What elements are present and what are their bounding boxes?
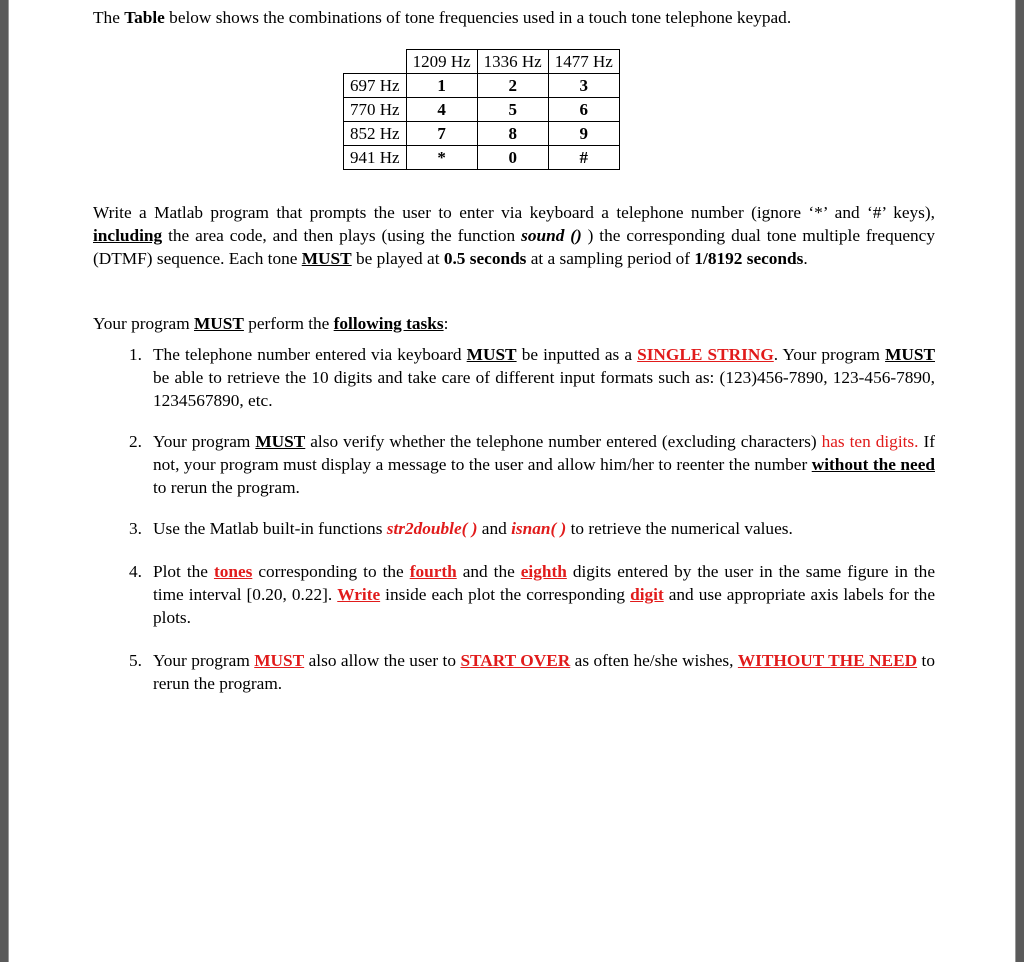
list-number: 5. <box>129 651 142 670</box>
table-row <box>344 146 620 170</box>
text: to rerun the program. <box>153 478 300 497</box>
emphasis-without-the-need: without the need <box>811 455 935 474</box>
table-corner-cell <box>344 50 407 74</box>
emphasis-must: MUST <box>255 432 306 451</box>
key-cell: 9 <box>548 122 619 146</box>
emphasis-including: including <box>93 226 163 245</box>
intro-text: The <box>93 8 125 27</box>
emphasis-period: 1/8192 seconds <box>694 249 804 268</box>
table-row <box>344 74 620 98</box>
list-number: 3. <box>129 519 142 538</box>
key-cell: 3 <box>548 74 619 98</box>
task-item-3 <box>129 517 935 540</box>
document-page <box>8 0 1016 962</box>
key-cell: * <box>406 146 477 170</box>
text: corresponding to the <box>252 562 410 581</box>
instructions-paragraph <box>93 201 935 270</box>
text: and use appropriate axis labels for the plots. <box>153 585 935 627</box>
list-number: 4. <box>129 562 142 581</box>
key-cell: 1 <box>406 74 477 98</box>
key-cell: 0 <box>477 146 548 170</box>
emphasis-must: MUST <box>466 345 517 364</box>
text: ) the corresponding dual tone multiple frequency (DTMF) sequence. Each tone <box>93 226 935 268</box>
row-frequency: 770 Hz <box>344 98 407 122</box>
document-content <box>93 6 935 693</box>
function-sound: sound () <box>521 226 582 245</box>
intro-paragraph <box>93 6 935 29</box>
key-cell: 7 <box>406 122 477 146</box>
text: Plot the <box>153 562 214 581</box>
text: and the <box>456 562 521 581</box>
function-str2double: str2double( ) <box>386 519 478 538</box>
list-number: 1. <box>129 345 142 364</box>
table-column-header: 1336 Hz <box>477 50 548 74</box>
text: The telephone number entered via keyboard <box>153 345 467 364</box>
text: . Your program <box>773 345 886 364</box>
text: be able to retrieve the 10 digits and take care of different input formats such as: (123)456-7890, 123-456-7890, 1234567890, etc. <box>153 368 935 410</box>
key-cell: 2 <box>477 74 548 98</box>
emphasis-following-tasks: following tasks <box>333 314 444 333</box>
list-number: 2. <box>129 432 142 451</box>
emphasis-single-string: SINGLE STRING <box>637 345 774 364</box>
task-item-4 <box>129 560 935 629</box>
row-frequency: 697 Hz <box>344 74 407 98</box>
emphasis-tones: tones <box>213 562 253 581</box>
text: digits entered by the user in the same figure in the time interval [0.20, 0.22]. <box>153 562 935 604</box>
task-list <box>129 343 935 695</box>
emphasis-must: MUST <box>301 249 352 268</box>
key-cell: 8 <box>477 122 548 146</box>
text: Your program <box>93 314 194 333</box>
emphasis-ten-digits: has ten digits. <box>821 432 919 451</box>
table-row <box>344 122 620 146</box>
text: as often he/she wishes, <box>570 651 738 670</box>
emphasis-start-over: START OVER <box>460 651 571 670</box>
task-item-1 <box>129 343 935 412</box>
emphasis-must: MUST <box>193 314 244 333</box>
text: Use the Matlab built-in functions <box>153 519 387 538</box>
emphasis-digit: digit <box>630 585 664 604</box>
emphasis-eighth: eighth <box>520 562 567 581</box>
function-isnan: isnan( ) <box>511 519 567 538</box>
table-header-row <box>344 50 620 74</box>
text: inside each plot the corresponding <box>380 585 631 604</box>
text: be inputted as a <box>516 345 638 364</box>
text: also verify whether the telephone number entered (excluding characters) <box>305 432 822 451</box>
key-cell: # <box>548 146 619 170</box>
row-frequency: 852 Hz <box>344 122 407 146</box>
text: also allow the user to <box>304 651 461 670</box>
table-row <box>344 98 620 122</box>
table-column-header: 1477 Hz <box>548 50 619 74</box>
text: : <box>443 314 449 333</box>
tasks-intro <box>93 312 448 335</box>
task-item-2 <box>129 430 935 499</box>
text: Write a Matlab program that prompts the user to enter via keyboard a telephone number (ignore ‘*’ and ‘#’ keys), <box>93 203 935 222</box>
key-cell: 4 <box>406 98 477 122</box>
intro-bold: Table <box>124 8 165 27</box>
emphasis-must: MUST <box>885 345 935 364</box>
emphasis-must: MUST <box>254 651 305 670</box>
text: perform the <box>243 314 334 333</box>
text: be played at <box>351 249 444 268</box>
row-frequency: 941 Hz <box>344 146 407 170</box>
text: to retrieve the numerical values. <box>566 519 793 538</box>
text: to rerun the program. <box>153 651 935 693</box>
intro-text-rest: below shows the combinations of tone frequencies used in a touch tone telephone keypad. <box>164 8 792 27</box>
text: and <box>477 519 512 538</box>
text: If not, your program must display a message to the user and allow him/her to reenter the number <box>153 432 935 474</box>
task-item-5 <box>129 649 935 695</box>
text: at a sampling period of <box>526 249 695 268</box>
emphasis-write: Write <box>337 585 381 604</box>
emphasis-without-the-need: WITHOUT THE NEED <box>737 651 918 670</box>
text: Your program <box>153 432 256 451</box>
table-column-header: 1209 Hz <box>406 50 477 74</box>
emphasis-seconds: 0.5 seconds <box>443 249 527 268</box>
key-cell: 5 <box>477 98 548 122</box>
key-cell: 6 <box>548 98 619 122</box>
text: the area code, and then plays (using the function <box>162 226 522 245</box>
keypad-frequency-table <box>343 49 620 170</box>
text: Your program <box>153 651 255 670</box>
text: . <box>803 249 808 268</box>
emphasis-fourth: fourth <box>409 562 457 581</box>
